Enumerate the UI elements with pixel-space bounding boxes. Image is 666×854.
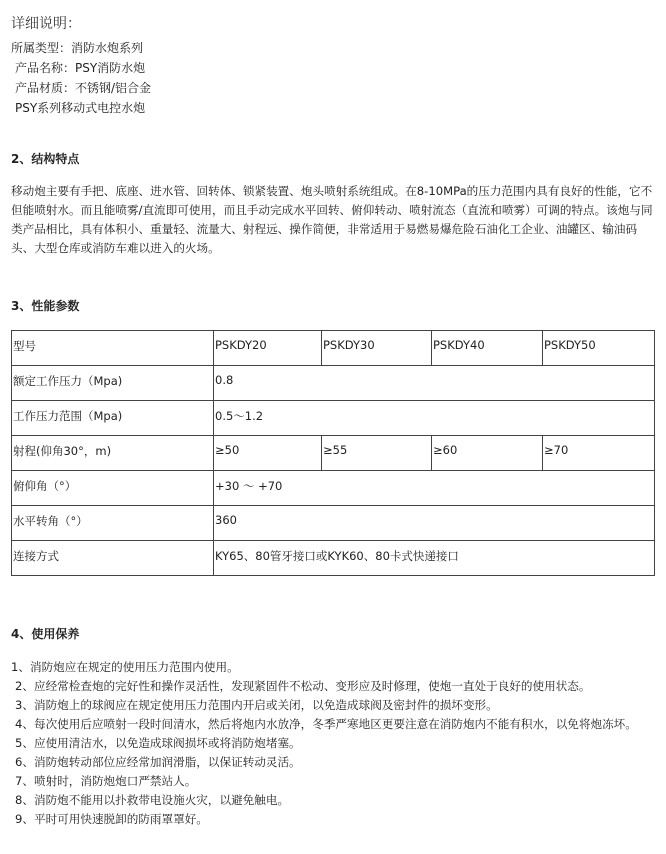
table-cell: 连接方式 — [12, 541, 214, 576]
table-cell: 射程(仰角30°，m) — [12, 436, 214, 471]
performance-table — [11, 330, 655, 576]
table-cell: PSKDY40 — [432, 331, 543, 366]
detail-title: 详细说明： — [11, 16, 81, 32]
table-cell: ≥55 — [322, 436, 432, 471]
meta-material: 产品材质：不锈钢/铝合金 — [15, 81, 152, 95]
table-row — [12, 471, 655, 506]
table-row — [12, 331, 655, 366]
product-meta — [11, 38, 151, 118]
table-cell: 水平转角（°） — [12, 506, 214, 541]
table-cell: PSKDY50 — [543, 331, 655, 366]
list-item: 7、喷射时，消防炮炮口严禁站人。 — [15, 774, 197, 788]
structure-paragraph: 移动炮主要有手把、底座、进水管、回转体、锁紧装置、炮头喷射系统组成。在8-10MPa的压力范围内具有良好的性能，它不但能喷射水。而且能喷雾/直流即可使用，而且手动完成水平回转、俯仰转动、喷射流态（直流和喷雾）可调的特点。该炮与同类产品相比，具有体积小、重量轻、流量大、射程远、操作简便，非常适用于易燃易爆危险石油化工企业、油罐区、输油码头、大型仓库或消防车难以进入的火场。 — [11, 184, 653, 255]
list-item: 3、消防炮上的球阀应在规定使用压力范围内开启或关闭，以免造成球阀及密封件的损坏变形。 — [15, 698, 498, 712]
table-cell: 360 — [214, 506, 655, 541]
list-item: 8、消防炮不能用以扑救带电设施火灾，以避免触电。 — [15, 793, 290, 807]
list-item: 4、每次使用后应喷射一段时间清水，然后将炮内水放净，冬季严寒地区更要注意在消防炮内不能有积水，以免将炮冻坏。 — [15, 717, 637, 731]
list-item: 1、消防炮应在规定的使用压力范围内使用。 — [11, 660, 239, 674]
table-cell: +30 ～ +70 — [214, 471, 655, 506]
list-item: 9、平时可用快速脱卸的防雨罩罩好。 — [15, 812, 208, 826]
table-cell: PSKDY30 — [322, 331, 432, 366]
section-heading-structure: 2、结构特点 — [11, 152, 80, 166]
list-item: 5、应使用清洁水，以免造成球阀损坏或将消防炮堵塞。 — [15, 736, 301, 750]
table-cell: 型号 — [12, 331, 214, 366]
list-item: 6、消防炮转动部位应经常加润滑脂，以保证转动灵活。 — [15, 755, 301, 769]
section-heading-maintenance: 4、使用保养 — [11, 627, 80, 641]
table-row — [12, 366, 655, 401]
table-cell: ≥50 — [214, 436, 322, 471]
table-cell: 工作压力范围（Mpa) — [12, 401, 214, 436]
meta-series: PSY系列移动式电控水炮 — [15, 101, 146, 115]
table-row — [12, 401, 655, 436]
table-row — [12, 541, 655, 576]
table-cell: ≥70 — [543, 436, 655, 471]
table-row — [12, 506, 655, 541]
table-cell: ≥60 — [432, 436, 543, 471]
meta-name: 产品名称：PSY消防水炮 — [15, 61, 146, 75]
table-cell: 0.5～1.2 — [214, 401, 655, 436]
list-item: 2、应经常检查炮的完好性和操作灵活性，发现紧固件不松动、变形应及时修理，使炮一直处于良好的使用状态。 — [15, 679, 591, 693]
table-cell: PSKDY20 — [214, 331, 322, 366]
table-cell: 俯仰角（°） — [12, 471, 214, 506]
section-heading-performance: 3、性能参数 — [11, 299, 80, 313]
table-cell: KY65、80管牙接口或KYK60、80卡式快递接口 — [214, 541, 655, 576]
table-row — [12, 436, 655, 471]
meta-category: 所属类型：消防水炮系列 — [11, 41, 144, 55]
maintenance-list — [11, 658, 661, 829]
table-cell: 0.8 — [214, 366, 655, 401]
table-cell: 额定工作压力（Mpa) — [12, 366, 214, 401]
